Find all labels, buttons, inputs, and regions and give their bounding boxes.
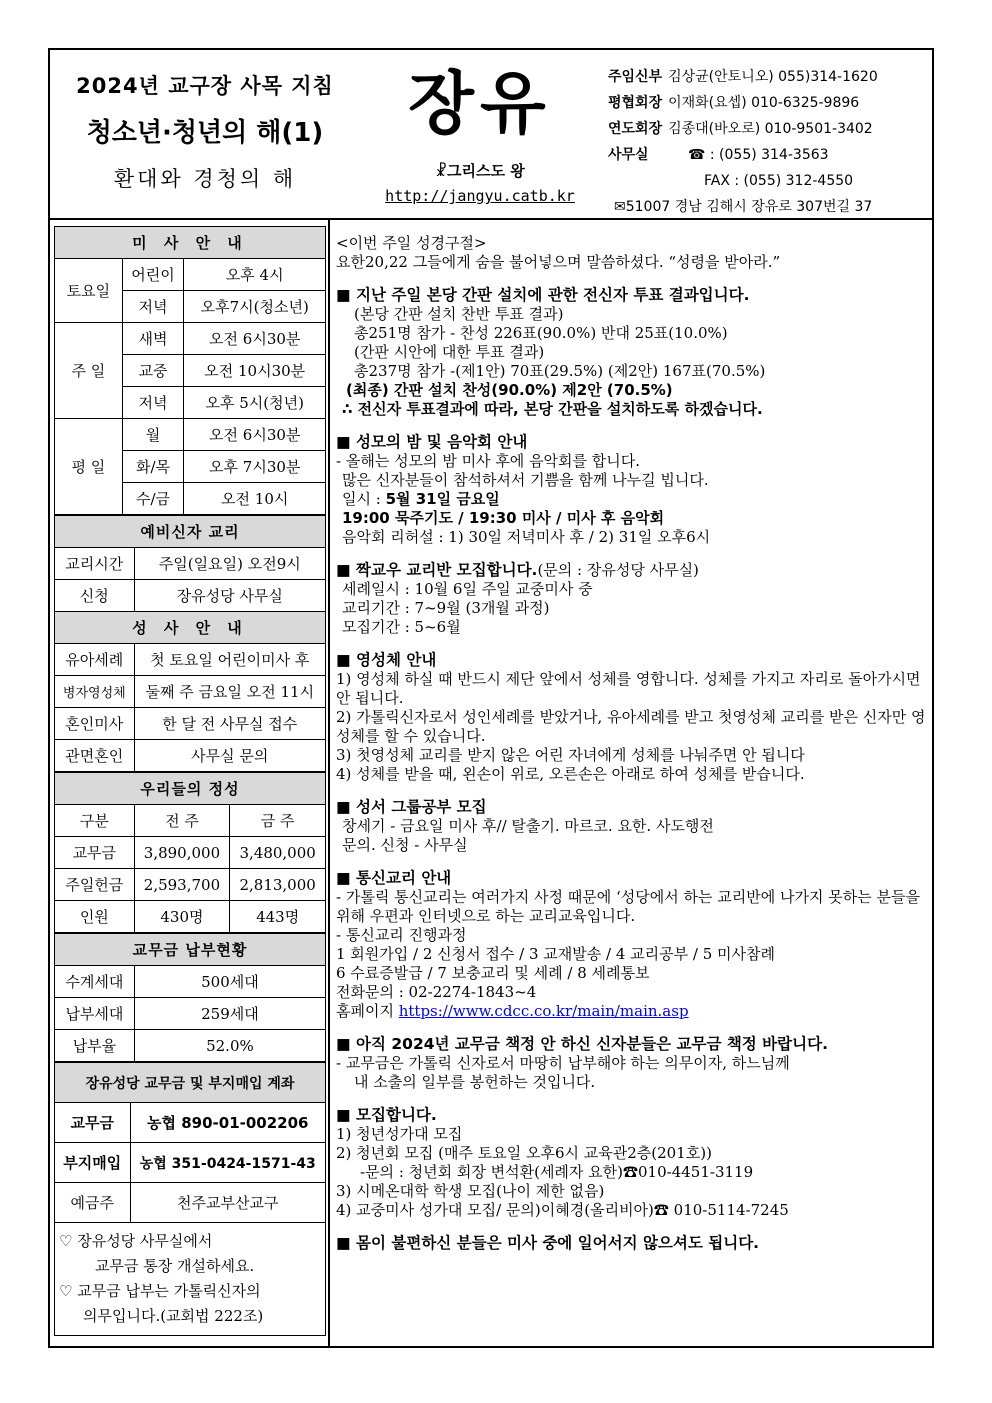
section-heading: ■ 성모의 밤 및 음악회 안내 — [336, 433, 528, 451]
account-title: 장유성당 교무금 및 부지매입 계좌 — [55, 1063, 326, 1103]
header — [50, 50, 932, 220]
section-heading: ■ 짝교우 교리반 모집합니다. — [336, 561, 538, 579]
cdcc-homepage-link[interactable]: https://www.cdcc.co.kr/main/main.asp — [398, 1002, 689, 1020]
dues-table: 교무금 납부현황 수계세대 500세대 납부세대 259세대 납부율 52.0% — [54, 933, 326, 1062]
column-divider — [328, 220, 330, 1348]
sidebar — [54, 226, 326, 1336]
offering-table: 우리들의 정성 구분 전 주 금 주 교무금 3,890,000 3,480,000 주일헌금 2,593,700 2,813,000 인원 430명 443명 — [54, 772, 326, 933]
dues-title: 교무금 납부현황 — [55, 934, 326, 966]
weekday-label: 평 일 — [55, 419, 123, 515]
contact-row: 연도회장 김종대(바오로) 010-9501-3402 — [608, 121, 873, 137]
contact-row: 주임신부 김상균(안토니오) 055)314-1620 — [608, 69, 878, 85]
pastoral-guideline: 2024년 교구장 사목 지침 — [76, 74, 334, 98]
section-heading: ■ 아직 2024년 교무금 책정 안 하신 신자분들은 교무금 책정 바랍니다. — [336, 1035, 828, 1053]
main-content: <이번 주일 성경구절> 요한20,22 그들에게 숨을 불어넣으며 말씀하셨다. “성령을 받아라.” ■ 지난 주일 본당 간판 설치에 관한 전신자 투표 결과입니다. (본당 간판 설치 찬반 투표 결과) 총251명 참가 - 찬성 226표(90.0%) 반대 25표(10.0%) (간판 시안에 대한 투표 결과) 총237명 참가 -(제1안) 70표(29.5%) (제2안) 167표(70.5%) (최종) 간판 설치 찬성(90.0%) 제2안 (70.5%) ∴ 전신자 투표결과에 따라, 본당 간판을 설치하도록 하겠습니다. ■ 성모의 밤 및 음악회 안내 - 올해는 성모의 밤 미사 후에 음악회를 합니다. 많은 신자분들이 참석하셔서 기쁨을 함께 나누길 빕니다. 일시 : 5월 31일 금요일 19:00 묵주기도 / 19:30 미사 / 미사 후 음악회 음악회 리허설 : 1) 30일 저녁미사 후 / 2) 31일 오후6시 ■ 짝교우 교리반 모집합니다.(문의 : 장유성당 사무실) 세례일시 : 10월 6일 주일 교중미사 중 교리기간 : 7~9월 (3개월 과정) 모집기간 : 5~6월 ■ 영성체 안내 1) 영성체 하실 때 반드시 제단 앞에서 성체를 영합니다. 성체를 가지고 자리로 돌아가시면 안 됩니다. 2) 가톨릭신자로서 성인세례를 받았거나, 유아세례를 받고 첫영성체 교리를 받은 신자만 영성체를 할 수 있습니다. 3) 첫영성체 교리를 받지 않은 어린 자녀에게 성체를 나눠주면 안 됩니다 4) 성체를 받을 때, 왼손이 위로, 오른손은 아래로 하여 성체를 받습니다. ■ 성서 그룹공부 모집 창세기 - 금요일 미사 후// 탈출기. 마르코. 요한. 사도행전 문의. 신청 - 사무실 ■ 통신교리 안내 - 가톨릭 통신교리는 여러가지 사정 때문에 ‘성당에서 하는 교리반에 나가지 못하는 분들을 위해 우편과 인터넷으로 하는 교리교육입니다. - 통신교리 진행과정 1 회원가입 / 2 신청서 접수 / 3 교재발송 / 4 교리공부 / 5 미사참례 6 수료증발급 / 7 보충교리 및 세례 / 8 세례통보 전화문의 : 02-2274-1843~4 홈페이지 https://www.cdcc.co.kr/main/main.asp ■ 아직 2024년 교무금 책정 안 하신 신자분들은 교무금 책정 바랍니다. - 교무금은 가톨릭 신자로서 마땅히 납부해야 하는 의무이자, 하느님께 내 소출의 일부를 봉헌하는 것입니다. ■ 모집합니다. 1) 청년성가대 모집 2) 청년회 모집 (매주 토요일 오후6시 교육관2층(201호)) -문의 : 청년회 회장 변석환(세례자 요한)☎010-4451-3119 3) 시메온대학 학생 모집(나이 제한 없음) 4) 교중미사 성가대 모집/ 문의)이혜경(올리비아)☎ 010-5114-7245 ■ 몸이 불편하신 분들은 미사 중에 일어서지 않으셔도 됩니다. — [336, 234, 926, 1252]
contact-row: FAX : (055) 312-4550 — [704, 173, 854, 189]
header-contacts — [608, 64, 930, 220]
section-heading: ■ 지난 주일 본당 간판 설치에 관한 전신자 투표 결과입니다. — [336, 286, 750, 304]
year-theme: 청소년·청년의 해(1) — [86, 118, 324, 148]
section-heading: ■ 몸이 불편하신 분들은 미사 중에 일어서지 않으셔도 됩니다. — [336, 1234, 760, 1252]
header-center — [360, 50, 600, 205]
bulletin-frame — [48, 48, 934, 1348]
mass-table: 미 사 안 내 토요일 어린이 오후 4시 저녁 오후7시(청소년) 주 일 새벽 오전 6시30분 교중 오전 10시30분 저녁 오후 5시(청년) 평 일 월 오전 6시30분 화/목 오후 7시30분 수/금 오전 10시 — [54, 226, 326, 515]
parish-title: 장유 — [408, 65, 552, 144]
sunday-label: 주 일 — [55, 323, 123, 419]
contact-row: ✉51007 경남 김해시 장유로 307번길 37 — [614, 199, 873, 215]
mass-title: 미 사 안 내 — [55, 227, 326, 259]
contact-row: 평협회장 이재화(요셉) 010-6325-9896 — [608, 95, 860, 111]
parish-subtitle: ☧그리스도 왕 — [435, 162, 525, 180]
parish-url[interactable]: http://jangyu.catb.kr — [385, 187, 575, 205]
sidebar-notes: ♡ 장유성당 사무실에서 교무금 통장 개설하세요. ♡ 교무금 납부는 가톨릭신자의 의무입니다.(교회법 222조) — [54, 1223, 326, 1336]
section-heading: ■ 영성체 안내 — [336, 651, 437, 669]
account-table: 장유성당 교무금 및 부지매입 계좌 교무금 농협 890-01-002206 부지매입 농협 351-0424-1571-43 예금주 천주교부산교구 — [54, 1062, 326, 1223]
sacrament-title: 성 사 안 내 — [55, 612, 326, 644]
section-heading: ■ 통신교리 안내 — [336, 869, 452, 887]
scripture-heading: <이번 주일 성경구절> — [336, 234, 487, 252]
contact-row: 사무실 ☎ : (055) 314-3563 — [608, 147, 829, 163]
catechumen-table: 예비신자 교리 교리시간 주일(일요일) 오전9시 신청 장유성당 사무실 성 사 안 내 유아세례 첫 토요일 어린이미사 후 병자영성체 둘째 주 금요일 오전 11시 혼인미사 한 달 전 사무실 접수 관면혼인 사무실 문의 — [54, 515, 326, 772]
year-subtheme: 환대와 경청의 해 — [113, 167, 297, 191]
section-heading: ■ 성서 그룹공부 모집 — [336, 798, 487, 816]
offering-title: 우리들의 정성 — [55, 773, 326, 805]
scripture-verse: 요한20,22 그들에게 숨을 불어넣으며 말씀하셨다. “성령을 받아라.” — [336, 253, 781, 271]
header-left — [60, 70, 350, 193]
saturday-label: 토요일 — [55, 259, 123, 323]
section-heading: ■ 모집합니다. — [336, 1106, 437, 1124]
catechumen-title: 예비신자 교리 — [55, 516, 326, 548]
